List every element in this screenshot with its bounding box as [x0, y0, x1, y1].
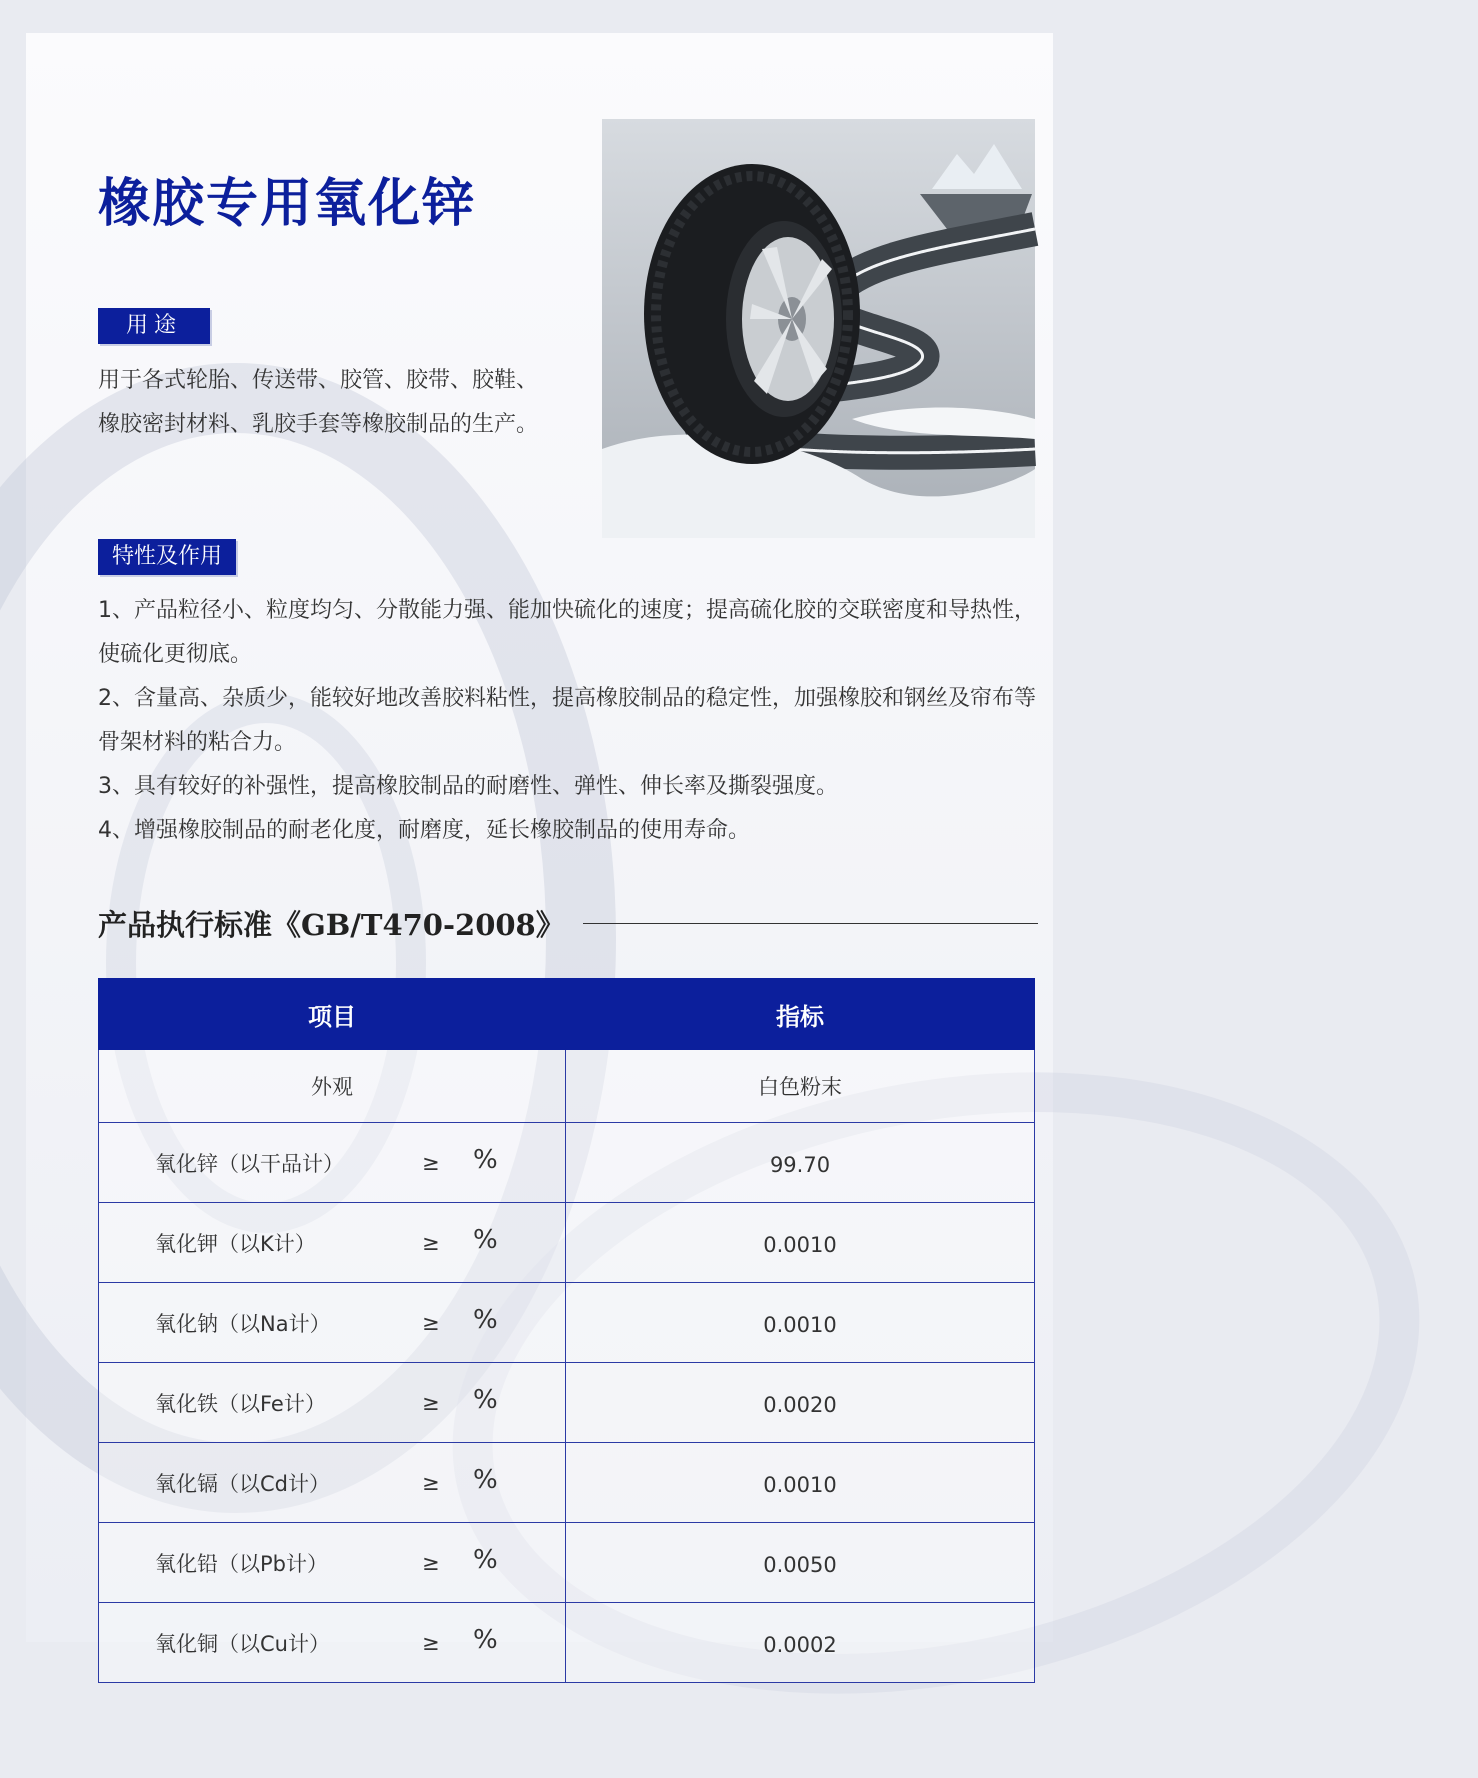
spec-table	[98, 978, 1035, 1683]
table-row	[99, 1203, 1035, 1283]
item-name: 氧化钠（以Na计）	[155, 1311, 331, 1336]
item-operator: ≥	[422, 1150, 440, 1175]
usage-tag: 用途	[98, 308, 210, 344]
item-operator: ≥	[422, 1310, 440, 1335]
table-row	[99, 1283, 1035, 1363]
item-unit: %	[473, 1384, 498, 1415]
table-row	[99, 1603, 1035, 1683]
feature-item: 3、具有较好的补强性，提高橡胶制品的耐磨性、弹性、伸长率及撕裂强度。	[98, 774, 838, 799]
feature-item: 2、含量高、杂质少，能较好地改善胶料粘性，提高橡胶制品的稳定性，加强橡胶和钢丝及帘布等骨架材料的粘合力。	[98, 686, 1037, 755]
item-unit: %	[473, 1304, 498, 1335]
value-cell: 0.0010	[566, 1283, 1035, 1363]
item-unit: %	[473, 1224, 498, 1255]
item-cell	[99, 1523, 566, 1603]
item-unit: %	[473, 1144, 498, 1175]
value-cell: 0.0010	[566, 1443, 1035, 1523]
item-name: 氧化铅（以Pb计）	[155, 1551, 328, 1576]
value-cell: 0.0020	[566, 1363, 1035, 1443]
feature-item: 1、产品粒径小、粒度均匀、分散能力强、能加快硫化的速度；提高硫化胶的交联密度和导热性，使硫化更彻底。	[98, 598, 1037, 667]
heading-rule	[583, 923, 1038, 924]
product-sheet	[26, 33, 1053, 1657]
item-cell	[99, 1123, 566, 1203]
item-operator: ≥	[422, 1630, 440, 1655]
tire-photo	[602, 119, 1035, 538]
header-item: 项目	[99, 979, 566, 1050]
value-cell: 0.0002	[566, 1603, 1035, 1683]
table-row	[99, 1363, 1035, 1443]
table-row	[99, 1523, 1035, 1603]
item-unit: %	[473, 1464, 498, 1495]
features-list	[98, 589, 1038, 853]
item-operator: ≥	[422, 1470, 440, 1495]
appearance-item: 外观	[99, 1050, 566, 1123]
item-unit: %	[473, 1544, 498, 1575]
item-operator: ≥	[422, 1390, 440, 1415]
page-title: 橡胶专用氧化锌	[98, 173, 477, 234]
usage-text: 用于各式轮胎、传送带、胶管、胶带、胶鞋、橡胶密封材料、乳胶手套等橡胶制品的生产。	[98, 368, 539, 437]
item-operator: ≥	[422, 1550, 440, 1575]
item-cell	[99, 1603, 566, 1683]
standard-heading-text: 产品执行标准《GB/T470-2008》	[98, 907, 565, 942]
item-unit: %	[473, 1624, 498, 1655]
item-name: 氧化锌（以干品计）	[155, 1151, 344, 1176]
table-row	[99, 1443, 1035, 1523]
item-name: 氧化铜（以Cu计）	[155, 1631, 330, 1656]
feature-item: 4、增强橡胶制品的耐老化度，耐磨度，延长橡胶制品的使用寿命。	[98, 818, 750, 843]
item-cell	[99, 1203, 566, 1283]
header-value: 指标	[566, 979, 1035, 1050]
item-operator: ≥	[422, 1230, 440, 1255]
appearance-value: 白色粉末	[566, 1050, 1035, 1123]
value-cell: 99.70	[566, 1123, 1035, 1203]
value-cell: 0.0050	[566, 1523, 1035, 1603]
table-row	[99, 1050, 1035, 1123]
item-name: 氧化镉（以Cd计）	[155, 1471, 330, 1496]
standard-heading	[98, 901, 1038, 945]
item-name: 氧化钾（以K计）	[155, 1231, 316, 1256]
table-header-row	[99, 979, 1035, 1050]
features-tag: 特性及作用	[98, 539, 236, 575]
value-cell: 0.0010	[566, 1203, 1035, 1283]
table-row	[99, 1123, 1035, 1203]
item-cell	[99, 1363, 566, 1443]
item-name: 氧化铁（以Fe计）	[155, 1391, 326, 1416]
item-cell	[99, 1443, 566, 1523]
item-cell	[99, 1283, 566, 1363]
